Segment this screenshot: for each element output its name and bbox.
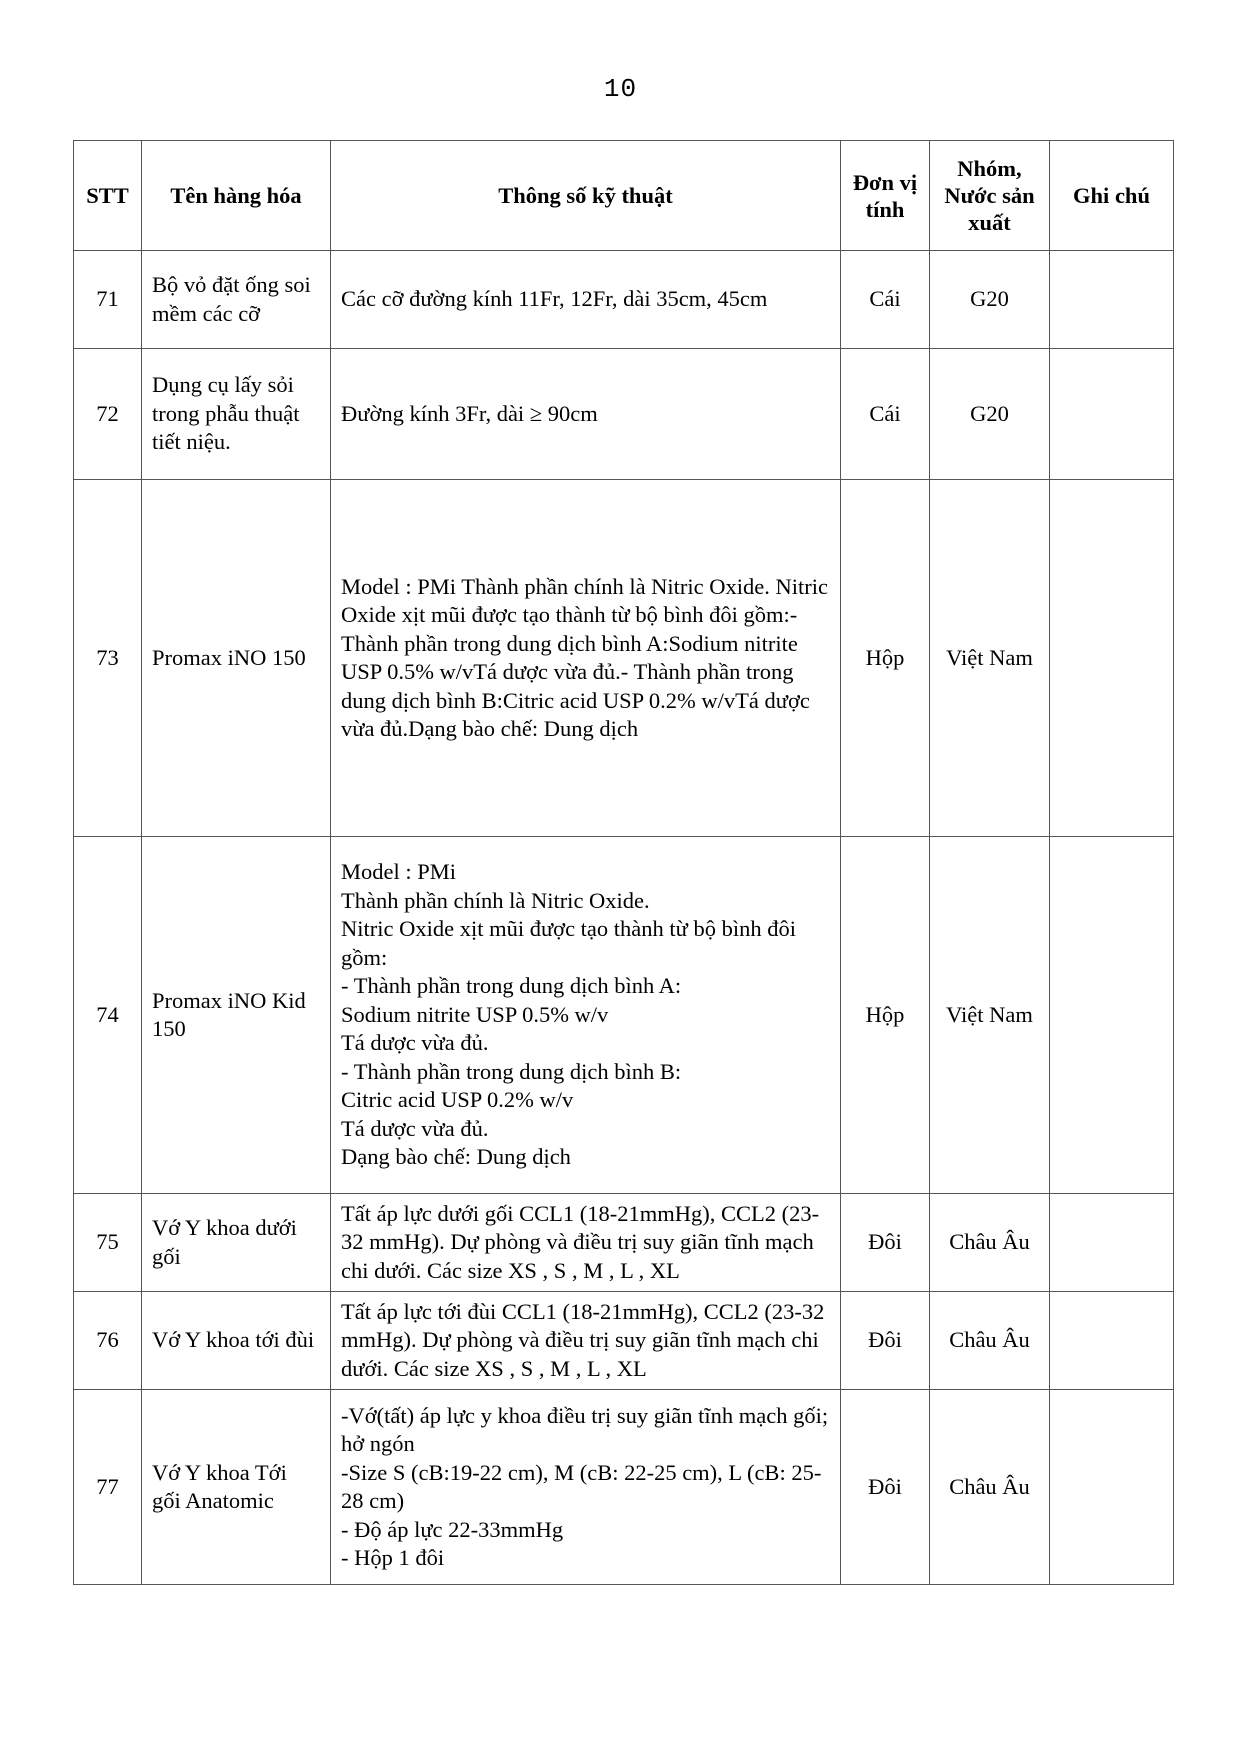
- cell-unit: Đôi: [841, 1292, 930, 1390]
- cell-name: Promax iNO 150: [142, 480, 331, 837]
- header-stt: STT: [74, 141, 142, 251]
- cell-origin: G20: [930, 349, 1050, 480]
- cell-origin: Việt Nam: [930, 837, 1050, 1194]
- spec-line: Tất áp lực dưới gối CCL1 (18-21mmHg), CCL2 (23-32 mmHg). Dự phòng và điều trị suy giãn tĩnh mạch chi dưới. Các size XS , S , M , L , XL: [341, 1200, 820, 1283]
- table-row: [74, 1390, 1174, 1585]
- cell-stt: 75: [74, 1194, 142, 1292]
- spec-line: Model : PMi Thành phần chính là Nitric Oxide. Nitric Oxide xịt mũi được tạo thành từ bộ bình đôi gồm:- Thành phần trong dung dịch bình A:Sodium nitrite USP 0.5% w/vTá dược vừa đủ.- Thành phần trong dung dịch bình B:Citric acid USP 0.2% w/vTá dược vừa đủ.Dạng bào chế: Dung dịch: [341, 573, 829, 741]
- table-header-row: [74, 141, 1174, 251]
- cell-unit: Cái: [841, 349, 930, 480]
- spec-line: Nitric Oxide xịt mũi được tạo thành từ bộ bình đôi gồm:: [341, 916, 796, 970]
- spec-line: Sodium nitrite USP 0.5% w/v: [341, 1001, 609, 1027]
- cell-unit: Hộp: [841, 837, 930, 1194]
- cell-name: Promax iNO Kid 150: [142, 837, 331, 1194]
- cell-name: Dụng cụ lấy sỏi trong phẫu thuật tiết niệu.: [142, 349, 331, 480]
- header-name: Tên hàng hóa: [142, 141, 331, 251]
- spec-line: Tất áp lực tới đùi CCL1 (18-21mmHg), CCL2 (23-32 mmHg). Dự phòng và điều trị suy giãn tĩnh mạch chi dưới. Các size XS , S , M , L , XL: [341, 1298, 825, 1381]
- header-unit: Đơn vị tính: [841, 141, 930, 251]
- cell-spec: [331, 837, 841, 1194]
- cell-unit: Cái: [841, 251, 930, 349]
- header-origin: Nhóm, Nước sản xuất: [930, 141, 1050, 251]
- spec-line: Đường kính 3Fr, dài ≥ 90cm: [341, 400, 598, 426]
- cell-stt: 74: [74, 837, 142, 1194]
- spec-line: - Thành phần trong dung dịch bình A:: [341, 973, 682, 999]
- cell-origin: Châu Âu: [930, 1194, 1050, 1292]
- cell-origin: Châu Âu: [930, 1390, 1050, 1585]
- cell-stt: 73: [74, 480, 142, 837]
- cell-note: [1050, 349, 1174, 480]
- table-row: [74, 349, 1174, 480]
- cell-stt: 77: [74, 1390, 142, 1585]
- cell-spec: [331, 1292, 841, 1390]
- table-row: [74, 480, 1174, 837]
- cell-spec: [331, 251, 841, 349]
- table-row: [74, 837, 1174, 1194]
- table-row: [74, 251, 1174, 349]
- spec-line: Tá dược vừa đủ.: [341, 1030, 489, 1056]
- cell-note: [1050, 1194, 1174, 1292]
- spec-line: Dạng bào chế: Dung dịch: [341, 1144, 571, 1170]
- cell-unit: Đôi: [841, 1194, 930, 1292]
- header-spec: Thông số kỹ thuật: [331, 141, 841, 251]
- cell-name: Vớ Y khoa dưới gối: [142, 1194, 331, 1292]
- spec-line: -Size S (cB:19-22 cm), M (cB: 22-25 cm), L (cB: 25-28 cm): [341, 1459, 822, 1513]
- cell-note: [1050, 251, 1174, 349]
- cell-name: Vớ Y khoa tới đùi: [142, 1292, 331, 1390]
- spec-line: Tá dược vừa đủ.: [341, 1115, 489, 1141]
- cell-origin: Châu Âu: [930, 1292, 1050, 1390]
- spec-line: Model : PMi: [341, 859, 457, 885]
- goods-spec-table: [73, 140, 1174, 1585]
- cell-spec: [331, 1194, 841, 1292]
- page-number: 10: [603, 74, 638, 104]
- cell-origin: Việt Nam: [930, 480, 1050, 837]
- spec-line: Các cỡ đường kính 11Fr, 12Fr, dài 35cm, 45cm: [341, 286, 768, 312]
- cell-note: [1050, 1292, 1174, 1390]
- cell-name: Bộ vỏ đặt ống soi mềm các cỡ: [142, 251, 331, 349]
- cell-spec: [331, 480, 841, 837]
- cell-note: [1050, 1390, 1174, 1585]
- spec-line: - Thành phần trong dung dịch bình B:: [341, 1058, 682, 1084]
- cell-spec: [331, 349, 841, 480]
- cell-unit: Hộp: [841, 480, 930, 837]
- cell-origin: G20: [930, 251, 1050, 349]
- spec-line: - Hộp 1 đôi: [341, 1545, 445, 1570]
- spec-line: Citric acid USP 0.2% w/v: [341, 1087, 574, 1113]
- cell-note: [1050, 480, 1174, 837]
- cell-stt: 72: [74, 349, 142, 480]
- cell-spec: [331, 1390, 841, 1585]
- cell-stt: 76: [74, 1292, 142, 1390]
- spec-line: -Vớ(tất) áp lực y khoa điều trị suy giãn tĩnh mạch gối; hở ngón: [341, 1402, 829, 1456]
- cell-note: [1050, 837, 1174, 1194]
- spec-line: Thành phần chính là Nitric Oxide.: [341, 887, 650, 913]
- table-row: [74, 1292, 1174, 1390]
- header-note: Ghi chú: [1050, 141, 1174, 251]
- cell-name: Vớ Y khoa Tới gối Anatomic: [142, 1390, 331, 1585]
- cell-unit: Đôi: [841, 1390, 930, 1585]
- cell-stt: 71: [74, 251, 142, 349]
- table-row: [74, 1194, 1174, 1292]
- spec-line: - Độ áp lực 22-33mmHg: [341, 1516, 564, 1542]
